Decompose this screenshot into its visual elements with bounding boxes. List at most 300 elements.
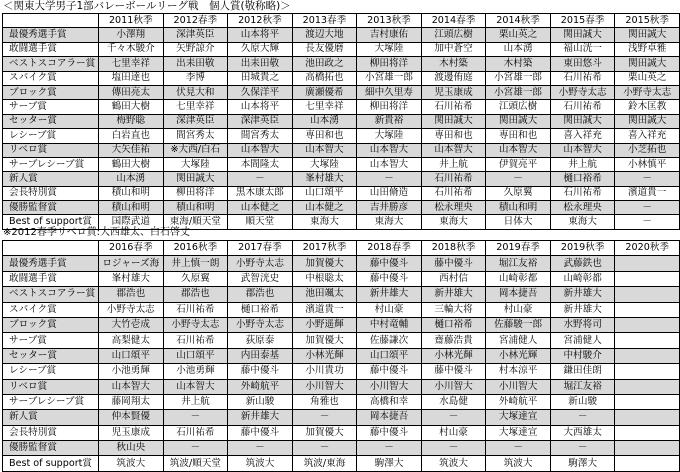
award-row [3, 410, 680, 425]
winner-cell: 筑波/順天堂 [163, 456, 228, 471]
award-row [3, 28, 680, 42]
winner-cell: 渡邊侑庭 [421, 71, 486, 85]
award-row [3, 201, 680, 215]
winner-cell: 小宮雄一郎 [486, 71, 551, 85]
winner-cell: 江頭広樹 [421, 28, 486, 42]
winner-cell: 間宮秀太 [163, 129, 228, 143]
winner-cell: 出耒田敬 [228, 57, 293, 71]
winner-cell: 藤中優斗 [421, 364, 486, 379]
season-header-cell: 2019秋季 [550, 241, 615, 256]
award-row [3, 71, 680, 85]
winner-cell: 山口頌平 [357, 348, 422, 363]
winner-cell: 小川智大 [357, 379, 422, 394]
winner-cell: 白岩直也 [98, 129, 163, 143]
winner-cell: － [357, 172, 422, 186]
winner-cell: 久原大輝 [228, 42, 293, 56]
winner-cell: － [615, 201, 680, 215]
winner-cell: 山本将平 [228, 28, 293, 42]
winner-cell: 山本智大 [421, 143, 486, 157]
winner-cell: 山本湧 [292, 114, 357, 128]
winner-cell: 鶴田大樹 [98, 100, 163, 114]
season-header-cell: 2018秋季 [421, 241, 486, 256]
winner-cell: 村山豪 [486, 302, 551, 317]
winner-cell: 石川祐希 [163, 333, 228, 348]
winner-cell: － [550, 410, 615, 425]
winner-cell: 新井雄大 [228, 410, 293, 425]
winner-cell: 大塚陸 [163, 157, 228, 171]
award-name-cell: Best of support賞 [3, 215, 99, 229]
winner-cell: 山本智大 [486, 143, 551, 157]
winner-cell: 石川祐希 [550, 100, 615, 114]
award-name-cell: 会長特別賞 [3, 425, 99, 440]
winner-cell: 傳田亮太 [98, 85, 163, 99]
winner-cell: 関田誠大 [421, 114, 486, 128]
winner-cell: 小宮雄一郎 [357, 71, 422, 85]
winner-cell: 柳田将洋 [163, 186, 228, 200]
winner-cell: 山本湧 [486, 42, 551, 56]
sheet-title: ＜関東大学男子1部バレーボールリーグ戦 個人賞(敬称略)＞ [3, 0, 291, 12]
winner-cell: 鶴田大樹 [98, 157, 163, 171]
winner-cell: 間宮秀太 [228, 129, 293, 143]
award-row [3, 333, 680, 348]
winner-cell: 三輪大将 [421, 302, 486, 317]
winner-cell: 筑波/東海 [292, 456, 357, 471]
winner-cell: 矢野諒介 [163, 42, 228, 56]
winner-cell: 久保洋平 [228, 85, 293, 99]
winner-cell: 高橋和幸 [357, 394, 422, 409]
winner-cell: 小野寺太志 [228, 256, 293, 271]
awards-table-2011-2015 [2, 13, 680, 230]
award-row [3, 172, 680, 186]
season-header-cell: 2016春季 [98, 241, 163, 256]
winner-cell: 専田和也 [292, 129, 357, 143]
winner-cell: 小野遥輝 [292, 317, 357, 332]
winner-cell: 大矢佳祐 [98, 143, 163, 157]
winner-cell: － [228, 172, 293, 186]
award-row [3, 456, 680, 471]
winner-cell: 堀江友裕 [486, 256, 551, 271]
winner-cell: 角雅也 [292, 394, 357, 409]
winner-cell: 小林光輝 [486, 348, 551, 363]
winner-cell [615, 456, 680, 471]
winner-cell: 栗山英之 [486, 28, 551, 42]
season-header-cell: 2016秋季 [163, 241, 228, 256]
winner-cell: 小池勇輝 [98, 364, 163, 379]
winner-cell [615, 317, 680, 332]
winner-cell: 吉井勝彦 [357, 201, 422, 215]
winner-cell: 東田悠斗 [550, 57, 615, 71]
winner-cell: － [550, 441, 615, 456]
winner-cell: 加中蒼空 [421, 42, 486, 56]
winner-cell: － [615, 215, 680, 229]
winner-cell: 筑波大 [98, 456, 163, 471]
winner-cell: 石川祐希 [421, 172, 486, 186]
award-row [3, 57, 680, 71]
season-header-row [3, 241, 680, 256]
award-row [3, 100, 680, 114]
winner-cell: 大塚陸 [357, 129, 422, 143]
winner-cell: 小池勇輝 [163, 364, 228, 379]
winner-cell: 樋口裕希 [228, 302, 293, 317]
winner-cell: 新井雄大 [550, 287, 615, 302]
winner-cell: 小野寺太志 [615, 85, 680, 99]
award-row [3, 287, 680, 302]
winner-cell: 武智洸史 [228, 271, 293, 286]
winner-cell: 小林光輝 [421, 348, 486, 363]
winner-cell: 岡本捷吾 [357, 410, 422, 425]
season-header-cell: 2017春季 [228, 241, 293, 256]
winner-cell: 東海大 [292, 215, 357, 229]
award-name-cell: 敢闘選手賞 [3, 271, 99, 286]
winner-cell: 新井雄大 [550, 302, 615, 317]
award-row [3, 302, 680, 317]
award-row [3, 348, 680, 363]
winner-cell: 廣瀬優希 [292, 85, 357, 99]
winner-cell: 山本健之 [292, 201, 357, 215]
winner-cell: 新貴裕 [357, 114, 422, 128]
winner-cell: 木村築 [486, 57, 551, 71]
season-header-cell: 2014秋季 [486, 14, 551, 28]
award-name-cell: スパイク賞 [3, 302, 99, 317]
winner-cell: 松永理央 [550, 201, 615, 215]
award-name-cell: 優勝監督賞 [3, 441, 99, 456]
award-name-cell: レシーブ賞 [3, 364, 99, 379]
award-name-cell: 優勝監督賞 [3, 201, 99, 215]
season-header-cell: 2013春季 [292, 14, 357, 28]
award-row [3, 425, 680, 440]
winner-cell: 山本湧 [98, 172, 163, 186]
winner-cell: 中根聡太 [292, 271, 357, 286]
season-header-cell: 2020秋季 [615, 241, 680, 256]
winner-cell: 山本智大 [357, 143, 422, 157]
winner-cell: 宮浦健人 [550, 333, 615, 348]
winner-cell: 藤中優斗 [357, 271, 422, 286]
winner-cell: 筑波大 [421, 456, 486, 471]
award-row [3, 364, 680, 379]
winner-cell: 池田政之 [292, 57, 357, 71]
award-row [3, 256, 680, 271]
winner-cell: 七里幸祥 [163, 100, 228, 114]
award-name-cell: セッター賞 [3, 348, 99, 363]
winner-cell: 中村駿介 [550, 348, 615, 363]
award-row [3, 317, 680, 332]
season-header-cell: 2018春季 [357, 241, 422, 256]
award-name-cell: ベストスコアラー賞 [3, 287, 99, 302]
award-name-cell: サーブレシーブ賞 [3, 394, 99, 409]
winner-cell: 大塚達宣 [486, 425, 551, 440]
winner-cell: 関田誠大 [550, 28, 615, 42]
winner-cell: 積山和明 [98, 186, 163, 200]
award-name-cell: セッター賞 [3, 114, 99, 128]
winner-cell: － [292, 410, 357, 425]
winner-cell: 積山和明 [163, 201, 228, 215]
header-corner-cell [3, 14, 99, 28]
winner-cell: 木村築 [421, 57, 486, 71]
winner-cell: 小林光輝 [292, 348, 357, 363]
winner-cell: ※大西/白石 [163, 143, 228, 157]
award-row [3, 157, 680, 171]
winner-cell: 鎌田佳朗 [550, 364, 615, 379]
winner-cell: 井上航 [163, 394, 228, 409]
winner-cell: 栗山英之 [615, 71, 680, 85]
winner-cell [615, 271, 680, 286]
winner-cell: 山本智大 [357, 157, 422, 171]
award-name-cell: Best of support賞 [3, 456, 99, 471]
season-header-cell: 2013秋季 [357, 14, 422, 28]
winner-cell: 小宮雄一郎 [486, 85, 551, 99]
winner-cell: 石川祐希 [421, 186, 486, 200]
winner-cell: － [357, 441, 422, 456]
winner-cell: 久原翼 [486, 186, 551, 200]
award-row [3, 114, 680, 128]
winner-cell: 山本智大 [550, 143, 615, 157]
winner-cell: 伏見大和 [163, 85, 228, 99]
award-name-cell: 新人賞 [3, 172, 99, 186]
winner-cell: 新井雄大 [357, 287, 422, 302]
winner-cell [615, 379, 680, 394]
winner-cell: 石川祐希 [163, 425, 228, 440]
award-row [3, 379, 680, 394]
header-corner-cell [3, 241, 99, 256]
season-header-cell: 2012秋季 [228, 14, 293, 28]
award-name-cell: リベロ賞 [3, 379, 99, 394]
winner-cell: 小川貴功 [292, 364, 357, 379]
winner-cell: 藤中優斗 [228, 364, 293, 379]
winner-cell: 喜入祥充 [615, 129, 680, 143]
winner-cell: 岡本捷吾 [486, 287, 551, 302]
winner-cell: 中村竜輔 [357, 317, 422, 332]
winner-cell: 郡浩也 [98, 287, 163, 302]
winner-cell: 福山洸一 [550, 42, 615, 56]
winner-cell: 小野寺太志 [550, 85, 615, 99]
winner-cell: 専田和也 [486, 129, 551, 143]
winner-cell: 村山豪 [421, 425, 486, 440]
winner-cell: 積山和明 [486, 201, 551, 215]
winner-cell: 日体大 [486, 215, 551, 229]
winner-cell: 峯村雄大 [98, 271, 163, 286]
winner-cell [615, 394, 680, 409]
winner-cell: 山崎彰都 [550, 271, 615, 286]
winner-cell: 東海大 [421, 215, 486, 229]
winner-cell [615, 410, 680, 425]
winner-cell: 石川祐希 [421, 100, 486, 114]
award-row [3, 129, 680, 143]
awards-table-2016-2020 [2, 240, 680, 472]
winner-cell: 齋藤浩貴 [421, 333, 486, 348]
winner-cell: 郡浩也 [228, 287, 293, 302]
award-name-cell: 敢闘選手賞 [3, 42, 99, 56]
winner-cell: 藤中優斗 [357, 425, 422, 440]
winner-cell: 駒澤大 [550, 456, 615, 471]
winner-cell: 細中久里寿 [357, 85, 422, 99]
winner-cell: 駒澤大 [357, 456, 422, 471]
winner-cell: 新山駿 [228, 394, 293, 409]
winner-cell [615, 256, 680, 271]
winner-cell: 大塚陸 [292, 157, 357, 171]
award-row [3, 186, 680, 200]
award-row [3, 85, 680, 99]
winner-cell: 山本智大 [98, 379, 163, 394]
winner-cell: 渡辺大地 [292, 28, 357, 42]
winner-cell: 小林慎平 [615, 157, 680, 171]
winner-cell: 峯村雄大 [292, 172, 357, 186]
award-name-cell: サーブレシーブ賞 [3, 157, 99, 171]
award-name-cell: ブロック賞 [3, 85, 99, 99]
winner-cell: 樋口裕希 [421, 317, 486, 332]
winner-cell: 浅野卓雅 [615, 42, 680, 56]
winner-cell: 村山豪 [357, 302, 422, 317]
winner-cell: 児玉康成 [98, 425, 163, 440]
winner-cell: 筑波大 [486, 456, 551, 471]
winner-cell: 藤中優斗 [228, 425, 293, 440]
winner-cell: 長友優磨 [292, 42, 357, 56]
winner-cell: 水島健 [421, 394, 486, 409]
award-name-cell: ブロック賞 [3, 317, 99, 332]
winner-cell: 石川祐希 [550, 71, 615, 85]
winner-cell: 小野寺太志 [98, 302, 163, 317]
award-row [3, 143, 680, 157]
winner-cell: 積山和明 [98, 201, 163, 215]
winner-cell: － [163, 410, 228, 425]
winner-cell: 佐藤謙次 [357, 333, 422, 348]
winner-cell [615, 333, 680, 348]
winner-cell: 深津英臣 [163, 114, 228, 128]
winner-cell [615, 302, 680, 317]
winner-cell: 松永理央 [421, 201, 486, 215]
winner-cell: 伊賀亮平 [486, 157, 551, 171]
winner-cell: 黒木康太郎 [228, 186, 293, 200]
winner-cell: － [228, 441, 293, 456]
winner-cell: 加賀優大 [292, 425, 357, 440]
winner-cell: 関田誠大 [550, 114, 615, 128]
winner-cell: 小澤翔 [98, 28, 163, 42]
season-header-cell: 2015秋季 [615, 14, 680, 28]
winner-cell: 千々木駿介 [98, 42, 163, 56]
award-name-cell: レシーブ賞 [3, 129, 99, 143]
award-row [3, 394, 680, 409]
winner-cell: 濱道貴一 [292, 302, 357, 317]
winner-cell: 樋口裕希 [550, 172, 615, 186]
winner-cell: 喜入祥充 [550, 129, 615, 143]
winner-cell: 関田誠大 [615, 28, 680, 42]
winner-cell: 藤中優斗 [357, 256, 422, 271]
award-name-cell: 最優秀選手賞 [3, 28, 99, 42]
winner-cell: 藤岡翔太 [98, 394, 163, 409]
winner-cell: 小野寺太志 [163, 317, 228, 332]
winner-cell: 外崎航平 [486, 394, 551, 409]
winner-cell: 水野将司 [550, 317, 615, 332]
winner-cell: 井上慎一朗 [163, 256, 228, 271]
winner-cell: － [421, 410, 486, 425]
winner-cell: 東海/順天堂 [163, 215, 228, 229]
winner-cell: － [292, 441, 357, 456]
winner-cell: 国際武道 [98, 215, 163, 229]
footnote: ※2012春季リベロ賞:大西雄太、白石啓丈 [3, 227, 190, 238]
season-header-cell: 2019春季 [486, 241, 551, 256]
winner-cell: － [421, 441, 486, 456]
winner-cell: 吉村康佑 [357, 28, 422, 42]
award-row [3, 42, 680, 56]
winner-cell: 江頭広樹 [486, 100, 551, 114]
winner-cell: 郡浩也 [163, 287, 228, 302]
winner-cell: 藤中優斗 [357, 364, 422, 379]
winner-cell: 宮浦健人 [486, 333, 551, 348]
winner-cell: 新井雄大 [421, 287, 486, 302]
season-header-cell: 2014春季 [421, 14, 486, 28]
winner-cell: 小芝拓也 [615, 143, 680, 157]
winner-cell: 山本智大 [163, 379, 228, 394]
winner-cell: 外崎航平 [228, 379, 293, 394]
winner-cell: － [163, 441, 228, 456]
winner-cell: 佐藤駿一郎 [486, 317, 551, 332]
season-header-cell: 2015春季 [550, 14, 615, 28]
award-name-cell: 会長特別賞 [3, 186, 99, 200]
season-header-row [3, 14, 680, 28]
award-row [3, 271, 680, 286]
winner-cell: － [486, 172, 551, 186]
winner-cell: 東海大 [550, 215, 615, 229]
winner-cell: 秋山央 [98, 441, 163, 456]
winner-cell: 小川智大 [421, 379, 486, 394]
winner-cell: 井上航 [550, 157, 615, 171]
winner-cell: 関田誠大 [615, 114, 680, 128]
award-name-cell: リベロ賞 [3, 143, 99, 157]
winner-cell: 李博 [163, 71, 228, 85]
winner-cell: 七里幸祥 [98, 57, 163, 71]
winner-cell: 荻原泰 [228, 333, 293, 348]
winner-cell: 関田誠大 [486, 114, 551, 128]
season-header-cell: 2011秋季 [98, 14, 163, 28]
winner-cell: 加賀優大 [292, 333, 357, 348]
winner-cell: 藤中優斗 [421, 256, 486, 271]
winner-cell: 高橋拓也 [292, 71, 357, 85]
winner-cell: 専田和也 [421, 129, 486, 143]
winner-cell: 七里幸祥 [292, 100, 357, 114]
winner-cell: 久原翼 [163, 271, 228, 286]
winner-cell [615, 348, 680, 363]
winner-cell: 仲本賢優 [98, 410, 163, 425]
winner-cell [615, 425, 680, 440]
winner-cell: 小野寺太志 [228, 317, 293, 332]
winner-cell: 山本智大 [292, 143, 357, 157]
winner-cell: 池田颯太 [292, 287, 357, 302]
winner-cell: 順天堂 [228, 215, 293, 229]
winner-cell: 小川智大 [292, 379, 357, 394]
winner-cell: 武藤鉄也 [550, 256, 615, 271]
winner-cell: 高梨健太 [98, 333, 163, 348]
winner-cell: ロジャーズ海 [98, 256, 163, 271]
winner-cell: 山本健之 [228, 201, 293, 215]
winner-cell: 石川祐希 [550, 186, 615, 200]
winner-cell: 石川祐希 [163, 302, 228, 317]
winner-cell: 新山駿 [550, 394, 615, 409]
winner-cell: 内田泰基 [228, 348, 293, 363]
award-name-cell: サーブ賞 [3, 333, 99, 348]
winner-cell: 田城貴之 [228, 71, 293, 85]
award-name-cell: 新人賞 [3, 410, 99, 425]
winner-cell: 井上航 [421, 157, 486, 171]
winner-cell [615, 364, 680, 379]
award-name-cell: 最優秀選手賞 [3, 256, 99, 271]
winner-cell: 大塚達宣 [486, 410, 551, 425]
season-header-cell: 2017秋季 [292, 241, 357, 256]
winner-cell: 山田脩造 [357, 186, 422, 200]
winner-cell: 山崎彰都 [486, 271, 551, 286]
winner-cell: 関田誠大 [163, 172, 228, 186]
winner-cell: 山口頌平 [292, 186, 357, 200]
winner-cell: 児玉康成 [421, 85, 486, 99]
winner-cell: 大西雄太 [550, 425, 615, 440]
